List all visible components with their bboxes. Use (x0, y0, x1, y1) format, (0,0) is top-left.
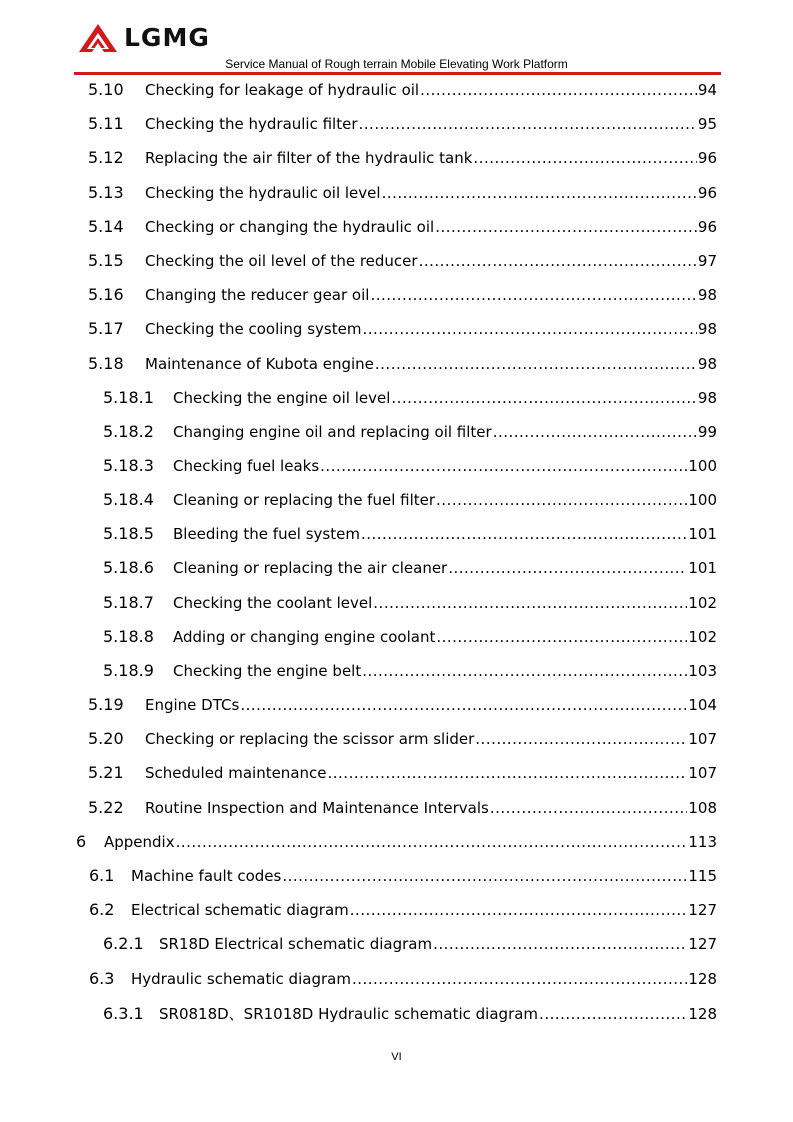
toc-entry-number: 5.15 (88, 251, 124, 270)
toc-entry-title: Hydraulic schematic diagram (131, 970, 351, 988)
toc-dot-leader (350, 898, 688, 922)
toc-entry[interactable] (89, 864, 717, 888)
toc-entry-number: 6.2.1 (103, 934, 144, 953)
toc-entry[interactable] (88, 283, 717, 307)
toc-entry-title: Checking the hydraulic filter (145, 115, 358, 133)
toc-dot-leader (176, 830, 688, 854)
toc-entry-title: Machine fault codes (131, 867, 282, 885)
toc-entry-page: 127 (688, 935, 717, 953)
toc-entry-number: 5.18.6 (103, 558, 154, 577)
toc-dot-leader (475, 727, 687, 751)
toc-entry[interactable] (103, 591, 717, 615)
toc-entry[interactable] (88, 146, 717, 170)
toc-entry-page: 98 (697, 355, 717, 373)
toc-entry[interactable] (103, 625, 717, 649)
toc-entry[interactable] (103, 556, 717, 580)
toc-entry[interactable] (88, 112, 717, 136)
toc-entry-page: 98 (697, 389, 717, 407)
toc-entry-page: 97 (697, 252, 717, 270)
toc-entry-title: Changing engine oil and replacing oil filter (173, 423, 492, 441)
toc-entry-page: 107 (688, 764, 717, 782)
document-subtitle: Service Manual of Rough terrain Mobile Elevating Work Platform (225, 57, 568, 71)
toc-entry-title: Cleaning or replacing the air cleaner (173, 559, 448, 577)
toc-entry-title: Appendix (104, 833, 175, 851)
toc-dot-leader (391, 386, 697, 410)
toc-entry-page: 95 (697, 115, 717, 133)
toc-dot-leader (382, 181, 697, 205)
toc-entry-number: 5.21 (88, 763, 124, 782)
toc-entry-number: 5.18.9 (103, 661, 154, 680)
page-number: VI (391, 1051, 402, 1063)
toc-entry-title: Bleeding the fuel system (173, 525, 360, 543)
toc-entry-page: 128 (688, 970, 717, 988)
toc-entry-title: Checking or replacing the scissor arm slider (145, 730, 475, 748)
toc-entry-number: 6.3 (89, 969, 115, 988)
toc-entry-page: 96 (697, 184, 717, 202)
toc-entry-number: 5.18.7 (103, 593, 154, 612)
toc-entry[interactable] (103, 659, 717, 683)
toc-dot-leader (493, 420, 697, 444)
toc-entry[interactable] (103, 488, 717, 512)
toc-entry-title: Replacing the air filter of the hydraulic tank (145, 149, 473, 167)
toc-entry-title: Cleaning or replacing the fuel filter (173, 491, 436, 509)
toc-entry-number: 5.16 (88, 285, 124, 304)
toc-entry[interactable] (88, 78, 717, 102)
toc-entry-title: Engine DTCs (145, 696, 240, 714)
toc-entry-page: 103 (688, 662, 717, 680)
toc-entry-page: 108 (688, 799, 717, 817)
toc-entry-title: Adding or changing engine coolant (173, 628, 436, 646)
toc-entry-number: 5.14 (88, 217, 124, 236)
toc-entry-title: Checking fuel leaks (173, 457, 320, 475)
toc-entry-number: 6.1 (89, 866, 115, 885)
toc-entry[interactable] (103, 1002, 717, 1026)
toc-entry-page: 107 (688, 730, 717, 748)
toc-entry-title: Changing the reducer gear oil (145, 286, 370, 304)
toc-dot-leader (370, 283, 696, 307)
toc-dot-leader (448, 556, 687, 580)
toc-entry-number: 5.18.1 (103, 388, 154, 407)
toc-entry-number: 5.19 (88, 695, 124, 714)
toc-entry[interactable] (89, 967, 717, 991)
toc-entry-title: SR18D Electrical schematic diagram (159, 935, 433, 953)
toc-entry-page: 100 (688, 457, 717, 475)
toc-entry-title: Electrical schematic diagram (131, 901, 349, 919)
toc-entry-number: 5.10 (88, 80, 124, 99)
toc-entry-title: Maintenance of Kubota engine (145, 355, 374, 373)
toc-entry-page: 127 (688, 901, 717, 919)
toc-entry[interactable] (88, 181, 717, 205)
toc-entry-page: 94 (697, 81, 717, 99)
toc-entry-page: 128 (688, 1005, 717, 1023)
toc-entry[interactable] (103, 522, 717, 546)
toc-entry-title: Checking the coolant level (173, 594, 373, 612)
toc-entry-number: 5.18.4 (103, 490, 154, 509)
toc-entry[interactable] (88, 249, 717, 273)
toc-entry-title: Checking the engine oil level (173, 389, 391, 407)
toc-dot-leader (490, 796, 688, 820)
toc-entry[interactable] (88, 215, 717, 239)
toc-entry-title: Checking the hydraulic oil level (145, 184, 381, 202)
toc-dot-leader (435, 215, 697, 239)
toc-dot-leader (473, 146, 696, 170)
toc-dot-leader (419, 249, 697, 273)
toc-dot-leader (362, 317, 696, 341)
toc-entry-page: 98 (697, 286, 717, 304)
toc-entry[interactable] (103, 454, 717, 478)
toc-entry-title: Checking or changing the hydraulic oil (145, 218, 435, 236)
toc-entry-title: Checking the engine belt (173, 662, 362, 680)
toc-dot-leader (352, 967, 687, 991)
toc-entry-number: 5.18.2 (103, 422, 154, 441)
toc-entry-number: 5.18.8 (103, 627, 154, 646)
toc-entry[interactable] (103, 420, 717, 444)
toc-entry-page: 102 (688, 628, 717, 646)
toc-entry-number: 6.3.1 (103, 1004, 144, 1023)
lgmg-logo-icon (78, 23, 118, 53)
toc-dot-leader (359, 112, 697, 136)
toc-entry-number: 6 (76, 832, 87, 851)
toc-dot-leader (282, 864, 687, 888)
toc-entry[interactable] (103, 386, 717, 410)
toc-entry-page: 113 (688, 833, 717, 851)
toc-entry[interactable] (88, 796, 717, 820)
toc-dot-leader (436, 488, 687, 512)
header-divider (74, 72, 721, 75)
toc-entry-number: 5.20 (88, 729, 124, 748)
toc-dot-leader (320, 454, 687, 478)
toc-entry-page: 102 (688, 594, 717, 612)
toc-entry-title: Checking for leakage of hydraulic oil (145, 81, 420, 99)
toc-dot-leader (362, 659, 687, 683)
toc-entry-number: 5.18.3 (103, 456, 154, 475)
toc-entry[interactable] (88, 727, 717, 751)
toc-entry-number: 6.2 (89, 900, 115, 919)
brand-name: LGMG (124, 23, 210, 52)
toc-entry-title: Scheduled maintenance (145, 764, 327, 782)
toc-entry[interactable] (88, 761, 717, 785)
toc-entry-page: 99 (697, 423, 717, 441)
toc-dot-leader (328, 761, 688, 785)
toc-entry-number: 5.22 (88, 798, 124, 817)
toc-entry-number: 5.12 (88, 148, 124, 167)
toc-dot-leader (436, 625, 687, 649)
toc-dot-leader (240, 693, 687, 717)
toc-dot-leader (361, 522, 687, 546)
toc-entry-number: 5.18.5 (103, 524, 154, 543)
toc-entry-number: 5.17 (88, 319, 124, 338)
toc-entry[interactable] (88, 352, 717, 376)
toc-dot-leader (375, 352, 697, 376)
toc-entry[interactable] (88, 693, 717, 717)
toc-entry-number: 5.18 (88, 354, 124, 373)
toc-entry-page: 100 (688, 491, 717, 509)
toc-entry-page: 104 (688, 696, 717, 714)
toc-entry-number: 5.13 (88, 183, 124, 202)
toc-entry[interactable] (103, 932, 717, 956)
toc-dot-leader (420, 78, 697, 102)
toc-entry[interactable] (76, 830, 717, 854)
toc-entry-page: 96 (697, 149, 717, 167)
toc-entry-page: 101 (688, 559, 717, 577)
toc-dot-leader (373, 591, 687, 615)
toc-entry-number: 5.11 (88, 114, 124, 133)
toc-dot-leader (539, 1002, 687, 1026)
toc-entry-title: SR0818D、SR1018D Hydraulic schematic diagram (159, 1005, 539, 1023)
toc-entry-title: Checking the oil level of the reducer (145, 252, 418, 270)
toc-entry-page: 98 (697, 320, 717, 338)
toc-entry-title: Routine Inspection and Maintenance Intervals (145, 799, 489, 817)
toc-dot-leader (433, 932, 687, 956)
toc-entry-title: Checking the cooling system (145, 320, 362, 338)
toc-entry[interactable] (89, 898, 717, 922)
toc-entry-page: 96 (697, 218, 717, 236)
toc-entry-page: 101 (688, 525, 717, 543)
toc-entry-page: 115 (688, 867, 717, 885)
brand-logo (78, 22, 210, 54)
toc-entry[interactable] (88, 317, 717, 341)
